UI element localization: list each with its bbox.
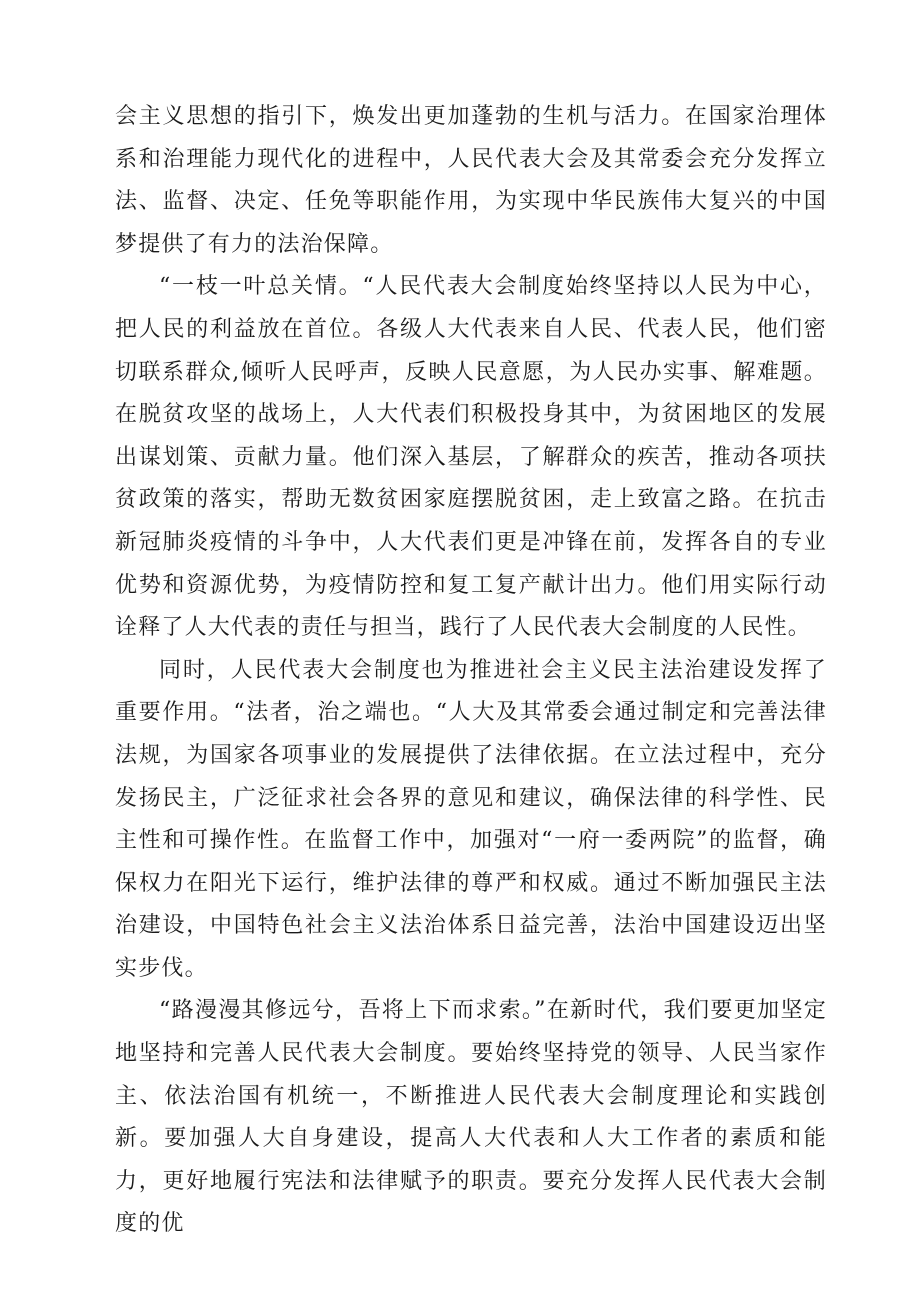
paragraph-4: “路漫漫其修远兮，吾将上下而求索。”在新时代，我们要更加坚定地坚持和完善人民代表大会制度。要始终坚持党的领导、人民当家作主、依法治国有机统一，不断推进人民代表大会制度理论和实践创新。要加强人大自身建设，提高人大代表和人大工作者的素质和能力，更好地履行宪法和法律赋予的职责。要充分发挥人民代表大会制度的优	[115, 998, 827, 1237]
paragraph-2: “一枝一叶总关情。“人民代表大会制度始终坚持以人民为中心，把人民的利益放在首位。各级人大代表来自人民、代表人民，他们密切联系群众,倾听人民呼声，反映人民意愿，为人民办实事、解难题。在脱贫攻坚的战场上，人大代表们积极投身其中，为贫困地区的发展出谋划策、贡献力量。他们深入基层，了解群众的疾苦，推动各项扶贫政策的落实，帮助无数贫困家庭摆脱贫困，走上致富之路。在抗击新冠肺炎疫情的斗争中，人大代表们更是冲锋在前，发挥各自的专业优势和资源优势，为疫情防控和复工复产献计出力。他们用实际行动诠释了人大代表的责任与担当，践行了人民代表大会制度的人民性。	[115, 274, 827, 641]
paragraph-1: 会主义思想的指引下，焕发出更加蓬勃的生机与活力。在国家治理体系和治理能力现代化的进程中，人民代表大会及其常委会充分发挥立法、监督、决定、任免等职能作用，为实现中华民族伟大复兴的中国梦提供了有力的法治保障。	[115, 104, 827, 257]
paragraph-3: 同时，人民代表大会制度也为推进社会主义民主法治建设发挥了重要作用。“法者，治之端也。“人大及其常委会通过制定和完善法律法规，为国家各项事业的发展提供了法律依据。在立法过程中，充分发扬民主，广泛征求社会各界的意见和建议，确保法律的科学性、民主性和可操作性。在监督工作中，加强对“一府一委两院”的监督，确保权力在阳光下运行，维护法律的尊严和权威。通过不断加强民主法治建设，中国特色社会主义法治体系日益完善，法治中国建设迈出坚实步伐。	[115, 657, 827, 981]
document-body	[115, 96, 827, 1246]
